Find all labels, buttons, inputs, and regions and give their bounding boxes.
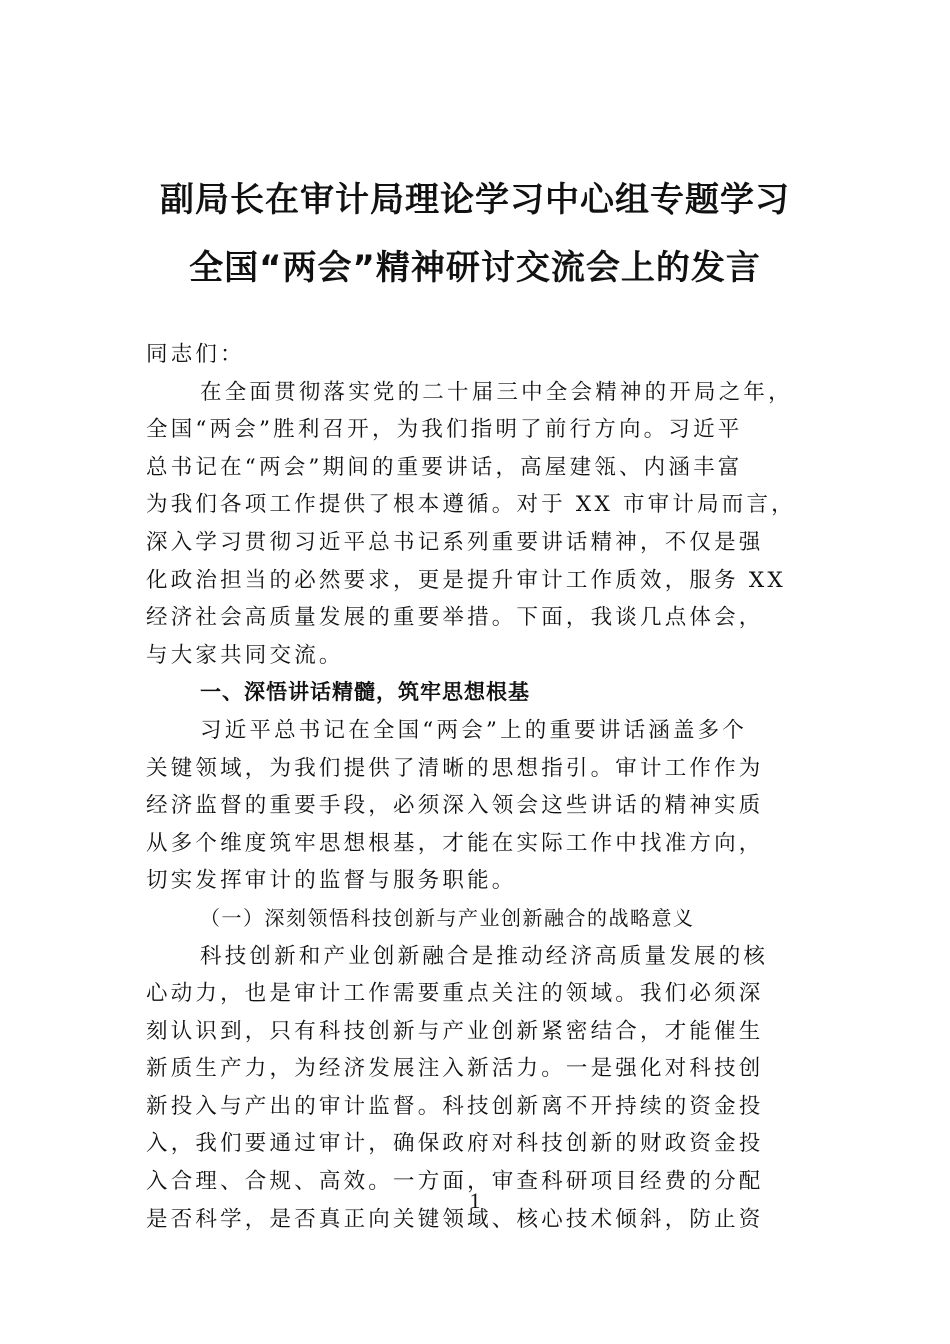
intro-line: 经济社会高质量发展的重要举措。下面，我谈几点体会， [146, 605, 764, 631]
subsection-1-line: 刻认识到，只有科技创新与产业创新紧密结合，才能催生 [146, 1018, 764, 1044]
section-1-line: 切实发挥审计的监督与服务职能。 [146, 868, 517, 894]
salutation: 同志们： [146, 342, 245, 367]
subsection-1-line: 新投入与产出的审计监督。科技创新离不开持续的资金投 [146, 1093, 764, 1119]
intro-line: 总书记在“两会”期间的重要讲话，高屋建瓴、内涵丰富 [146, 454, 743, 480]
intro-line: 与大家共同交流。 [146, 642, 344, 668]
intro-line: 化政治担当的必然要求，更是提升审计工作质效，服务 XX [146, 567, 786, 593]
document-body [146, 336, 810, 1238]
section-1-line: 经济监督的重要手段，必须深入领会这些讲话的精神实质 [146, 793, 764, 819]
document-title-line-2: 全国“两会”精神研讨交流会上的发言 [189, 248, 761, 288]
subsection-1-line: 是否科学，是否真正向关键领域、核心技术倾斜，防止资 [146, 1206, 764, 1232]
intro-line: 全国“两会”胜利召开，为我们指明了前行方向。习近平 [146, 417, 743, 443]
intro-line: 深入学习贯彻习近平总书记系列重要讲话精神，不仅是强 [146, 529, 764, 555]
subsection-1-line: 新质生产力，为经济发展注入新活力。一是强化对科技创 [146, 1056, 764, 1082]
page-number: 1 [469, 1188, 481, 1213]
subsection-1-heading: （一）深刻领悟科技创新与产业创新融合的战略意义 [200, 905, 695, 930]
intro-line: 为我们各项工作提供了根本遵循。对于 XX 市审计局而言， [146, 492, 796, 518]
section-1-line: 习近平总书记在全国“两会”上的重要讲话涵盖多个 [200, 717, 748, 743]
intro-line: 在全面贯彻落实党的二十届三中全会精神的开局之年， [200, 379, 793, 405]
document-title-line-1: 副局长在审计局理论学习中心组专题学习 [160, 180, 790, 220]
subsection-1-line: 入，我们要通过审计，确保政府对科技创新的财政资金投 [146, 1131, 764, 1157]
subsection-1-line: 科技创新和产业创新融合是推动经济高质量发展的核 [200, 943, 769, 969]
section-1-heading: 一、深悟讲话精髓，筑牢思想根基 [200, 680, 530, 705]
section-1-line: 关键领域，为我们提供了清晰的思想指引。审计工作作为 [146, 755, 764, 781]
subsection-1-line: 入合理、合规、高效。一方面，审查科研项目经费的分配 [146, 1169, 764, 1195]
subsection-1-line: 心动力，也是审计工作需要重点关注的领域。我们必须深 [146, 981, 764, 1007]
section-1-line: 从多个维度筑牢思想根基，才能在实际工作中找准方向， [146, 830, 764, 856]
